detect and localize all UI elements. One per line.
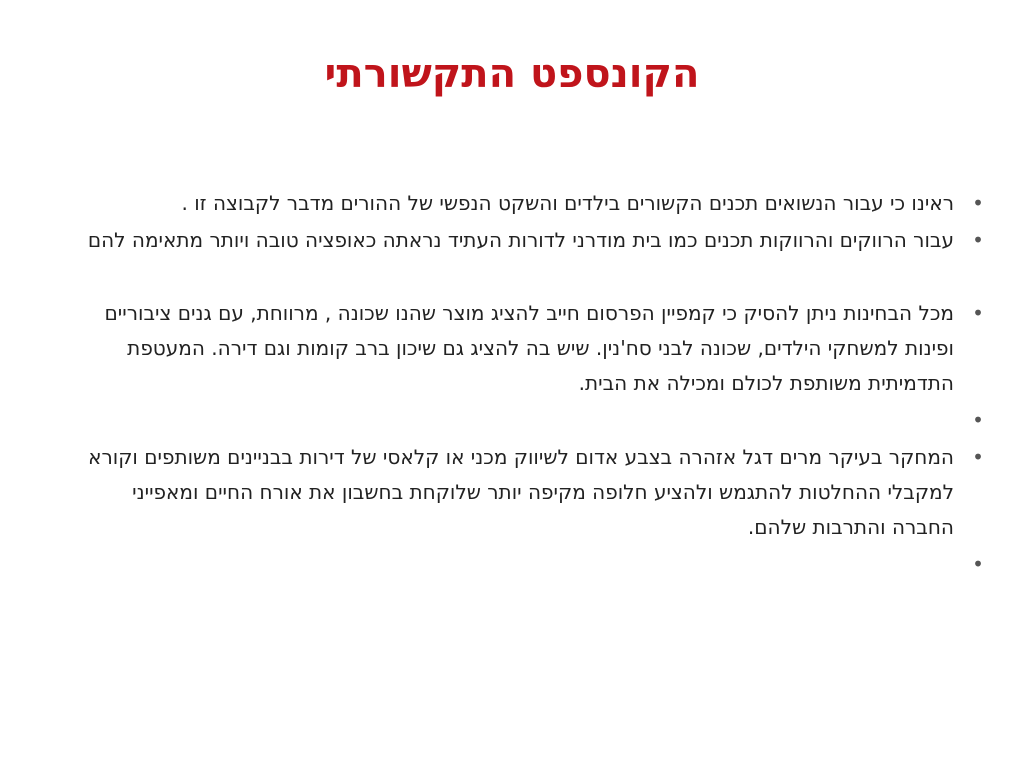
bullet-dot-icon: • — [972, 301, 984, 325]
slide-title: הקונספט התקשורתי — [324, 51, 700, 97]
bullet-item — [84, 547, 984, 582]
bullet-item — [84, 403, 984, 438]
bullet-dot-icon: • — [972, 408, 984, 432]
bullet-list — [84, 186, 984, 582]
bullet-text: עבור הרווקים והרווקות תכנים כמו בית מודרני לדורות העתיד נראתה כאופציה טובה ויותר מתאימה להם — [87, 228, 954, 252]
bullet-item — [84, 440, 984, 545]
bullet-dot-icon: • — [972, 228, 984, 252]
bullet-dot-icon: • — [972, 445, 984, 469]
bullet-dot-icon: • — [972, 552, 984, 576]
bullet-item — [84, 186, 984, 221]
bullet-item — [84, 296, 984, 401]
bullet-text: המחקר בעיקר מרים דגל אזהרה בצבע אדום לשיווק מכני או קלאסי של דירות בבניינים משותפים וקורא למקבלי ההחלטות להתגמש ולהציע חלופה מקיפה יותר שלוקחת בחשבון את אורח החיים ומאפייני החברה והתרבות שלהם. — [88, 445, 954, 539]
bullet-text: מכל הבחינות ניתן להסיק כי קמפיין הפרסום חייב להציג מוצר שהנו שכונה , מרווחת, עם גנים ציבוריים ופינות למשחקי הילדים, שכונה לבני סח'נין. שיש בה להציג גם שיכון ברב קומות וגם דירה. המעטפת התדמיתית משותפת לכולם ומכילה את הבית. — [104, 301, 954, 395]
bullet-dot-icon: • — [972, 191, 984, 215]
bullet-item — [84, 223, 984, 258]
bullet-text: ראינו כי עבור הנשואים תכנים הקשורים בילדים והשקט הנפשי של ההורים מדבר לקבוצה זו . — [181, 191, 954, 215]
slide-content — [84, 186, 984, 584]
